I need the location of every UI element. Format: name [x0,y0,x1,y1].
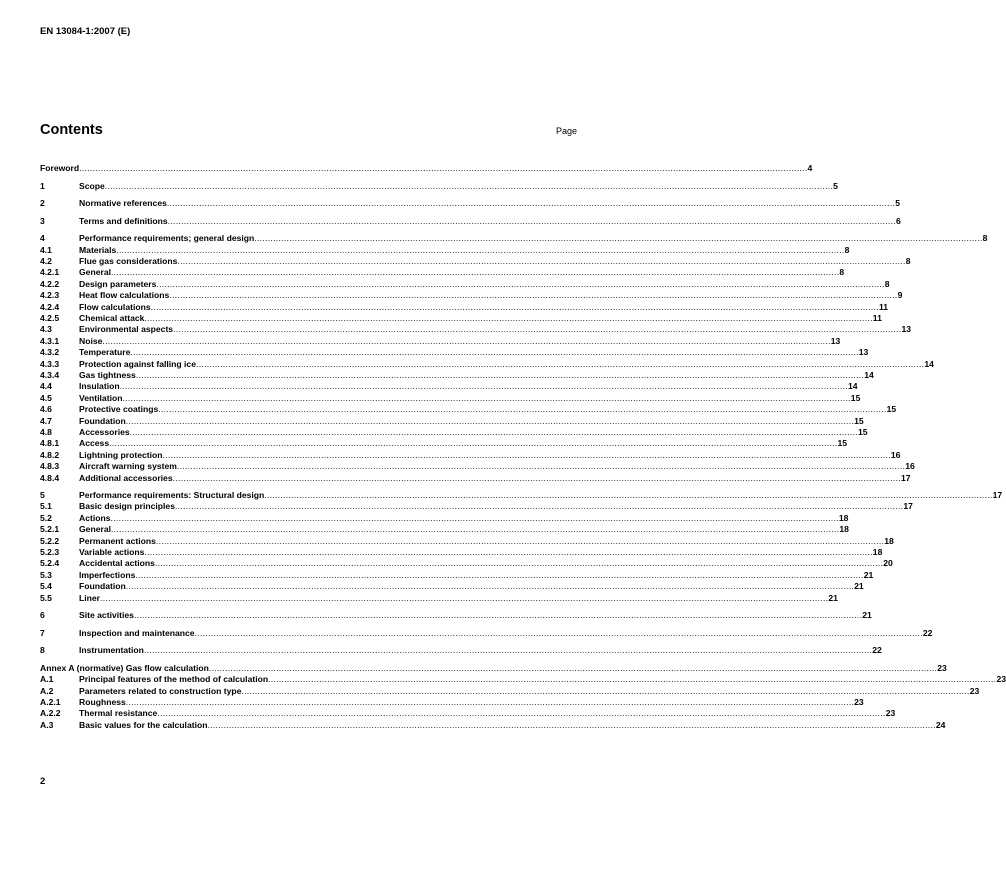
toc-entry-page: 23 [996,674,1006,685]
toc-entry-page: 13 [858,347,869,358]
toc-entry-label: Basic values for the calculation [79,719,208,730]
toc-entry-label: Terms and definitions [79,215,168,226]
toc-entry[interactable] [40,719,946,731]
toc-entry-label: Liner [79,592,101,603]
toc-entry-number: A.2 [40,685,54,696]
toc-entry-page: 21 [854,581,864,592]
toc-entry-page: 18 [872,547,883,558]
toc-entry[interactable] [40,512,849,524]
toc-entry-number: 4.8.4 [40,472,60,483]
dot-leader [151,302,879,312]
toc-entry-number: A.2.1 [40,697,61,708]
toc-entry[interactable] [40,461,915,472]
toc-entry-label: Performance requirements: Structural design [79,490,265,501]
toc-entry-number: 4.3 [40,324,52,335]
dot-leader [196,359,924,369]
toc-entry[interactable] [40,501,913,512]
toc-entry-label: Parameters related to construction type [79,685,242,696]
toc-entry-page: 5 [833,180,838,191]
dot-leader [207,720,935,730]
toc-entry[interactable] [40,404,897,415]
toc-entry-page: 8 [844,244,850,255]
toc-entry-label: Actions [79,512,111,523]
toc-entry-number: 4.3.2 [40,347,60,358]
toc-entry-page: 21 [828,592,838,603]
toc-entry-page: 15 [837,438,848,449]
dot-leader [241,686,969,696]
toc-entry-number: 7 [40,627,45,638]
toc-entry[interactable] [40,267,845,278]
table-of-contents [40,163,1006,731]
toc-entry-page: 14 [924,358,934,369]
toc-entry[interactable] [40,547,883,558]
dot-leader [156,536,884,546]
toc-entry-label: Site activities [79,610,134,621]
toc-entry-page: 8 [884,278,890,289]
toc-entry[interactable] [40,215,901,227]
toc-entry[interactable] [40,180,838,192]
toc-entry[interactable] [40,163,813,174]
toc-entry[interactable] [40,438,848,449]
toc-entry[interactable] [40,324,911,335]
contents-title: Contents [40,122,103,138]
page-column-label: Page [555,126,577,136]
toc-entry[interactable] [40,449,901,461]
dot-leader [157,708,885,718]
toc-entry-label: Instrumentation [79,645,144,656]
toc-entry-page: 4 [807,163,813,173]
toc-entry[interactable] [40,535,894,547]
toc-entry-page: 8 [982,233,988,244]
toc-entry-number: A.1 [40,674,54,685]
dot-leader [111,267,839,277]
dot-leader [122,393,850,403]
toc-entry[interactable] [40,335,841,347]
dot-leader [126,416,854,426]
toc-entry-page: 5 [895,198,901,209]
toc-entry[interactable] [40,685,980,697]
dot-leader [144,645,872,655]
toc-entry-number: 6 [40,610,45,621]
toc-entry-number: 4.8 [40,426,52,437]
toc-entry-number: 4.2.5 [40,313,60,324]
toc-entry-label: Imperfections [79,569,136,580]
toc-entry-label: Design parameters [79,278,157,289]
toc-entry-number: 4.3.3 [40,358,60,369]
toc-entry-page: 16 [890,449,901,460]
dot-leader [195,628,923,638]
toc-entry[interactable] [40,426,868,438]
toc-entry[interactable] [40,347,869,358]
toc-entry-label: Gas tightness [79,370,136,380]
dot-leader [177,461,905,471]
toc-entry-number: 5.3 [40,569,52,580]
toc-entry-label: General [79,267,112,278]
toc-entry[interactable] [40,627,933,639]
toc-entry-number: 5.1 [40,501,52,512]
dot-leader [111,524,839,534]
toc-entry[interactable] [40,581,864,592]
toc-entry-page: 11 [878,301,889,312]
toc-entry-number: 8 [40,645,45,656]
dot-leader [100,593,828,603]
toc-entry-label: Insulation [79,381,120,392]
toc-entry-page: 23 [969,685,980,696]
toc-entry-page: 15 [886,404,897,415]
toc-entry-number: 3 [40,215,45,226]
dot-leader [268,674,996,684]
dot-leader [168,216,896,226]
toc-entry-label: Temperature [79,347,131,358]
dot-leader [126,581,854,591]
toc-entry[interactable] [40,645,882,656]
toc-entry[interactable] [40,662,947,674]
toc-entry-label: Inspection and maintenance [79,627,195,638]
toc-entry[interactable] [40,198,901,209]
toc-entry-label: Noise [79,335,103,346]
toc-entry-label: Access [79,438,110,449]
dot-leader [105,181,833,191]
toc-entry-label: General [79,524,112,535]
toc-entry-number: 5.2.2 [40,535,60,546]
toc-entry-page: 16 [905,461,915,472]
toc-entry[interactable] [40,370,874,381]
toc-entry-label: Lightning protection [79,449,163,460]
toc-entry-page: 18 [884,535,894,546]
dot-leader [135,570,863,580]
dot-leader [144,313,872,323]
toc-entry[interactable] [40,610,872,621]
dot-leader [173,473,901,483]
toc-entry[interactable] [40,244,850,256]
toc-entry-label: Accidental actions [79,558,155,569]
toc-entry-number: A.2.2 [40,708,61,719]
toc-entry-label: Materials [79,244,117,255]
toc-entry[interactable] [40,278,890,290]
toc-entry-label: Flue gas considerations [79,256,178,267]
document-id: EN 13084-1:2007 (E) [40,26,131,37]
toc-entry-label: Scope [79,180,105,191]
toc-entry-label: Additional accessories [79,472,173,483]
toc-entry-label: Permanent actions [79,535,156,546]
toc-entry[interactable] [40,415,864,427]
dot-leader [163,450,891,460]
toc-entry-number: 5 [40,490,45,501]
toc-entry[interactable] [40,313,882,324]
toc-entry-page: 15 [858,426,868,437]
toc-entry-page: 17 [903,501,913,512]
dot-leader [126,697,854,707]
toc-entry-number: 5.2.3 [40,547,60,558]
toc-entry-number: 4.3.4 [40,370,60,380]
toc-entry-number: 4.8.2 [40,449,60,460]
toc-entry-page: 8 [839,267,845,278]
dot-leader [156,279,884,289]
toc-entry-label: Principal features of the method of calculation [79,674,269,685]
toc-entry-label: Thermal resistance [79,708,158,719]
dot-leader [120,381,848,391]
toc-entry[interactable] [40,290,903,301]
toc-entry-page: 20 [883,558,893,569]
toc-entry-label: Foundation [79,581,126,592]
toc-entry-number: 4.2.1 [40,267,60,278]
dot-leader [109,438,837,448]
toc-entry-label: Variable actions [79,547,145,558]
toc-entry[interactable] [40,490,1003,501]
dot-leader [173,324,901,334]
toc-entry-number: 5.2 [40,512,52,523]
toc-entry-label: Chemical attack [79,313,145,324]
toc-entry-number: 4.2.3 [40,290,60,301]
toc-entry-number: 4.8.1 [40,438,60,449]
toc-entry-page: 13 [830,335,841,346]
toc-entry-page: 22 [872,645,882,656]
toc-entry[interactable] [40,708,896,719]
toc-entry-page: 18 [838,512,849,523]
toc-entry-label: Protection against falling ice [79,358,196,369]
toc-entry[interactable] [40,674,1006,685]
toc-entry-page: 17 [900,472,911,483]
toc-entry-page: 21 [863,569,874,580]
dot-leader [111,513,839,523]
toc-entry-number: 4.4 [40,381,52,392]
dot-leader [158,404,886,414]
dot-leader [209,663,937,673]
dot-leader [136,370,864,380]
toc-entry-label: Flow calculations [79,301,151,312]
toc-entry[interactable] [40,358,934,370]
toc-entry[interactable] [40,256,911,267]
toc-entry[interactable] [40,524,849,535]
toc-entry-number: 4.6 [40,404,52,415]
toc-entry-page: 23 [885,708,896,719]
toc-entry[interactable] [40,558,893,569]
toc-entry-page: 22 [922,627,933,638]
dot-leader [169,290,897,300]
toc-entry[interactable] [40,301,889,313]
toc-entry-number: 4.8.3 [40,461,60,472]
toc-entry-label: Normative references [79,198,167,209]
dot-leader [177,256,905,266]
toc-entry[interactable] [40,472,911,484]
toc-entry-page: 14 [847,381,858,392]
dot-leader [130,427,858,437]
toc-entry-page: 21 [862,610,872,621]
toc-entry-label: Performance requirements; general design [79,233,255,244]
toc-entry-number: 4.3.1 [40,335,60,346]
toc-entry-page: 14 [864,370,874,380]
toc-entry-number: A.3 [40,719,54,730]
dot-leader [134,610,862,620]
toc-entry-page: 18 [839,524,849,535]
dot-leader [167,198,895,208]
toc-entry-page: 23 [937,662,947,673]
dot-leader [264,490,992,500]
toc-entry-number: 5.2.1 [40,524,60,535]
toc-entry-label: Foreword [40,163,80,173]
toc-entry-page: 6 [896,215,901,226]
dot-leader [155,558,883,568]
toc-entry-page: 9 [897,290,903,301]
toc-entry-page: 8 [905,256,911,267]
toc-entry-page: 11 [872,313,882,324]
page-number: 2 [40,776,46,787]
toc-entry-label: Annex A (normative) Gas flow calculation [40,662,209,673]
toc-entry-number: 1 [40,180,45,191]
toc-entry-number: 5.2.4 [40,558,60,569]
toc-entry[interactable] [40,381,858,392]
dot-leader [130,347,858,357]
toc-entry-number: 4.2.4 [40,301,60,312]
toc-entry-page: 24 [935,719,946,730]
toc-entry-label: Roughness [79,697,126,708]
toc-entry-page: 13 [901,324,911,335]
toc-entry-label: Foundation [79,415,126,426]
toc-entry-label: Ventilation [79,392,123,403]
toc-entry-number: 4.5 [40,392,52,403]
toc-entry-label: Protective coatings [79,404,159,415]
dot-leader [79,163,807,173]
dot-leader [102,336,830,346]
toc-entry-label: Aircraft warning system [79,461,177,472]
toc-entry-number: 5.4 [40,581,52,592]
dot-leader [144,547,872,557]
toc-entry-page: 17 [992,490,1003,501]
toc-entry[interactable] [40,697,864,708]
toc-entry-page: 15 [850,392,861,403]
dot-leader [116,245,844,255]
toc-entry[interactable] [40,392,861,404]
dot-leader [254,233,982,243]
toc-entry-number: 2 [40,198,45,209]
toc-entry-label: Accessories [79,426,130,437]
toc-entry-number: 4.1 [40,244,52,255]
toc-entry[interactable] [40,592,838,604]
toc-entry[interactable] [40,233,988,244]
toc-entry-page: 15 [854,415,864,426]
toc-entry-label: Environmental aspects [79,324,174,335]
toc-entry[interactable] [40,569,874,581]
toc-entry-number: 4.7 [40,415,52,426]
toc-entry-label: Basic design principles [79,501,175,512]
toc-entry-page: 23 [854,697,864,708]
toc-entry-label: Heat flow calculations [79,290,170,301]
toc-entry-number: 4.2 [40,256,52,267]
dot-leader [175,501,903,511]
toc-entry-number: 5.5 [40,592,52,603]
toc-entry-number: 4.2.2 [40,278,60,289]
toc-entry-number: 4 [40,233,45,244]
